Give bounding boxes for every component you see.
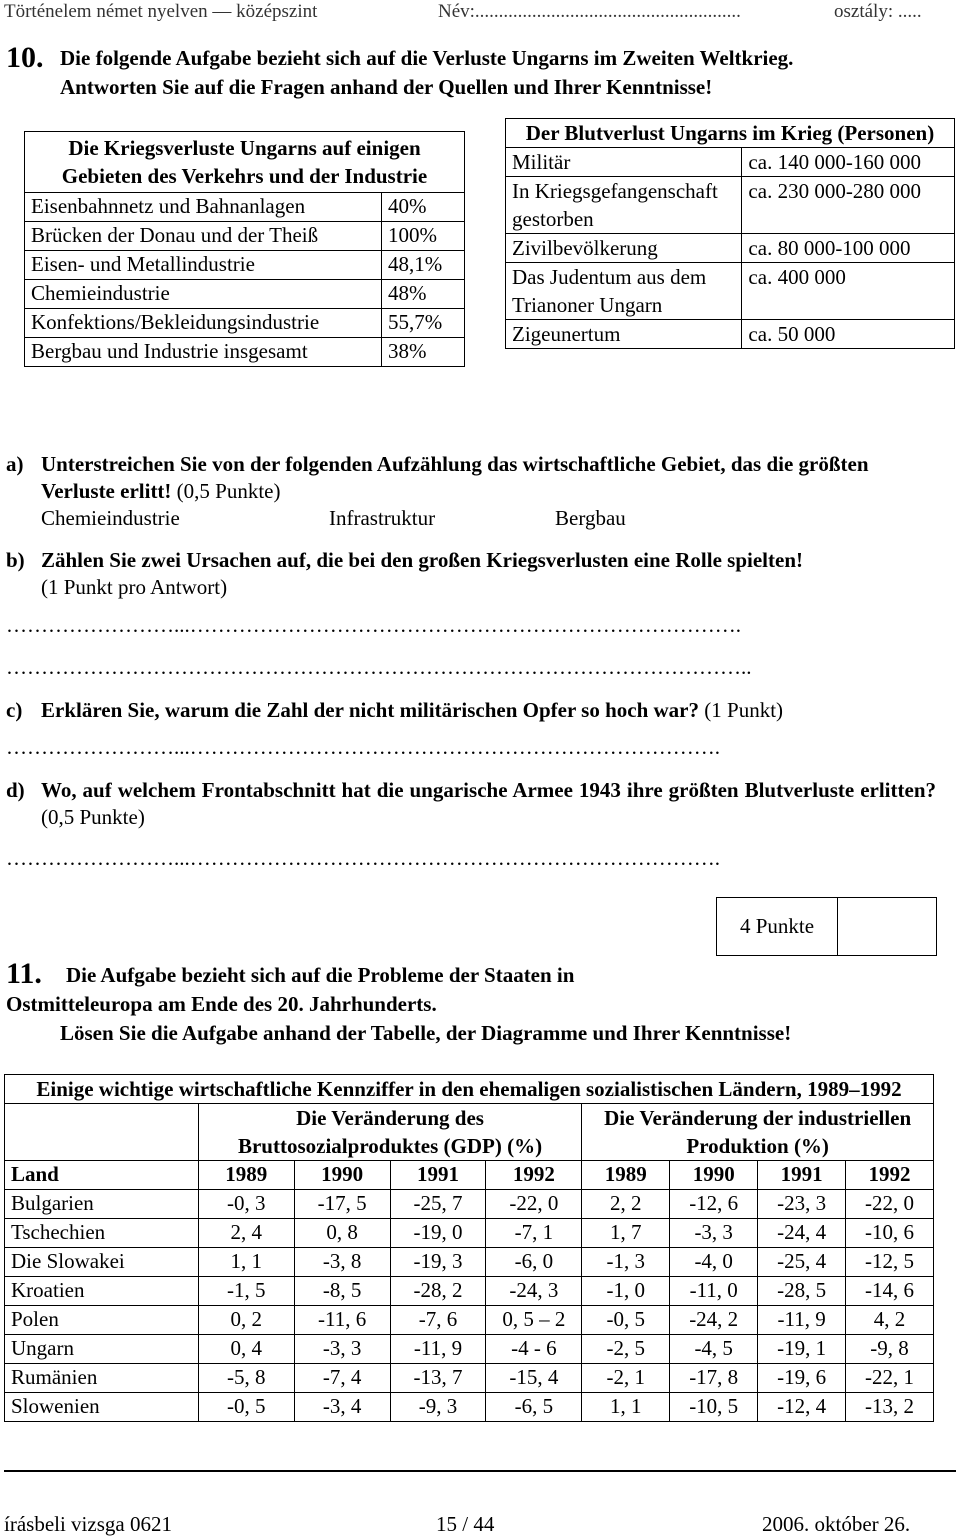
- table-row: [25, 193, 465, 222]
- value-cell: -22, 0: [486, 1190, 582, 1219]
- value-cell: -12, 4: [758, 1393, 846, 1422]
- points-box: [716, 897, 937, 956]
- country-cell: Rumänien: [5, 1364, 199, 1393]
- cell-value: 55,7%: [382, 309, 465, 338]
- table-row: [506, 177, 955, 234]
- table-row: [5, 1219, 934, 1248]
- value-cell: -2, 5: [582, 1335, 670, 1364]
- answer-line[interactable]: ……………………...………………………………………………………………….: [6, 846, 720, 870]
- question-label: d): [6, 778, 25, 802]
- option-bergbau[interactable]: Bergbau: [555, 506, 626, 530]
- cell-value: 48%: [382, 280, 465, 309]
- cell-label: Konfektions/Bekleidungsindustrie: [25, 309, 382, 338]
- country-cell: Ungarn: [5, 1335, 199, 1364]
- question-points: (0,5 Punkte): [176, 479, 281, 503]
- question-a: [6, 451, 936, 533]
- value-cell: 0, 4: [198, 1335, 294, 1364]
- value-cell: -24, 3: [486, 1277, 582, 1306]
- year-header-row: [5, 1161, 934, 1190]
- question-b: [6, 547, 936, 681]
- value-cell: 1, 7: [582, 1219, 670, 1248]
- header-class-field: osztály: .....: [834, 1, 922, 22]
- task-intro-line1: Die Aufgabe bezieht sich auf die Probleme der Staaten in: [66, 963, 575, 987]
- value-cell: -19, 1: [758, 1335, 846, 1364]
- column-header-year: 1989: [582, 1161, 670, 1190]
- footer-divider: [4, 1470, 956, 1472]
- table-row: [506, 148, 955, 177]
- value-cell: -19, 3: [390, 1248, 486, 1277]
- table-row: [25, 222, 465, 251]
- war-losses-table: [24, 131, 465, 367]
- question-label: b): [6, 548, 25, 572]
- value-cell: 2, 2: [582, 1190, 670, 1219]
- question-text: Unterstreichen Sie von der folgenden Aufzählung das wirtschaftliche Gebiet, das die größten Verluste erlitt!: [41, 452, 869, 503]
- column-header-year: 1991: [758, 1161, 846, 1190]
- value-cell: -10, 5: [670, 1393, 758, 1422]
- value-cell: -3, 3: [670, 1219, 758, 1248]
- economic-indicators-table: [4, 1074, 934, 1422]
- task-intro-line1: Die folgende Aufgabe bezieht sich auf die Verluste Ungarns im Zweiten Weltkrieg.: [60, 46, 794, 70]
- country-cell: Bulgarien: [5, 1190, 199, 1219]
- value-cell: -4, 0: [670, 1248, 758, 1277]
- table-row: [5, 1364, 934, 1393]
- cell-value: ca. 140 000-160 000: [742, 148, 955, 177]
- value-cell: -1, 3: [582, 1248, 670, 1277]
- blood-loss-table: [505, 118, 955, 349]
- value-cell: -11, 0: [670, 1277, 758, 1306]
- cell-value: ca. 400 000: [742, 263, 955, 320]
- value-cell: -24, 2: [670, 1306, 758, 1335]
- value-cell: -8, 5: [294, 1277, 390, 1306]
- value-cell: -17, 8: [670, 1364, 758, 1393]
- footer-exam-code: írásbeli vizsga 0621: [4, 1512, 172, 1536]
- value-cell: -4 - 6: [486, 1335, 582, 1364]
- value-cell: -14, 6: [846, 1277, 934, 1306]
- table-row: [506, 263, 955, 320]
- value-cell: -19, 0: [390, 1219, 486, 1248]
- cell-value: 48,1%: [382, 251, 465, 280]
- value-cell: -12, 6: [670, 1190, 758, 1219]
- column-header-year: 1992: [846, 1161, 934, 1190]
- cell-label: In Kriegsgefangenschaft gestorben: [506, 177, 742, 234]
- question-points: (1 Punkt pro Antwort): [41, 575, 228, 599]
- answer-line[interactable]: ……………………………………………………………………………………………..: [6, 655, 752, 679]
- table-row: [5, 1277, 934, 1306]
- value-cell: 1, 1: [582, 1393, 670, 1422]
- value-cell: -15, 4: [486, 1364, 582, 1393]
- column-header-year: 1990: [670, 1161, 758, 1190]
- column-header-year: 1989: [198, 1161, 294, 1190]
- value-cell: -11, 9: [390, 1335, 486, 1364]
- value-cell: -11, 9: [758, 1306, 846, 1335]
- value-cell: -23, 3: [758, 1190, 846, 1219]
- value-cell: 4, 2: [846, 1306, 934, 1335]
- value-cell: -13, 7: [390, 1364, 486, 1393]
- value-cell: -28, 2: [390, 1277, 486, 1306]
- question-text: Wo, auf welchem Frontabschnitt hat die ungarische Armee 1943 ihre größten Blutverluste erlitten?: [41, 778, 936, 802]
- question-d: [6, 777, 936, 872]
- value-cell: -7, 4: [294, 1364, 390, 1393]
- table-row: [25, 280, 465, 309]
- table-row: [25, 251, 465, 280]
- answer-line[interactable]: ……………………...…………………………………………………………………….: [6, 613, 741, 637]
- value-cell: 0, 5 – 2: [486, 1306, 582, 1335]
- value-cell: -12, 5: [846, 1248, 934, 1277]
- column-header-year: 1990: [294, 1161, 390, 1190]
- column-header-land: Land: [5, 1161, 199, 1190]
- value-cell: -2, 1: [582, 1364, 670, 1393]
- task-intro: [60, 44, 940, 102]
- cell-label: Militär: [506, 148, 742, 177]
- table-row: [25, 338, 465, 367]
- value-cell: 2, 4: [198, 1219, 294, 1248]
- group-header-industry: Die Veränderung der industriellen Produktion (%): [582, 1104, 934, 1161]
- cell-label: Das Judentum aus dem Trianoner Ungarn: [506, 263, 742, 320]
- value-cell: -6, 0: [486, 1248, 582, 1277]
- value-cell: -25, 4: [758, 1248, 846, 1277]
- option-infrastruktur[interactable]: Infrastruktur: [329, 506, 436, 530]
- points-label: 4 Punkte: [717, 898, 838, 955]
- question-text: Zählen Sie zwei Ursachen auf, die bei den großen Kriegsverlusten eine Rolle spielten!: [41, 548, 803, 572]
- group-header-gdp: Die Veränderung des Bruttosozialproduktes (GDP) (%): [198, 1104, 582, 1161]
- value-cell: -5, 8: [198, 1364, 294, 1393]
- score-field[interactable]: [838, 898, 936, 955]
- table-row: [25, 309, 465, 338]
- column-header-year: 1991: [390, 1161, 486, 1190]
- country-cell: Kroatien: [5, 1277, 199, 1306]
- value-cell: -1, 0: [582, 1277, 670, 1306]
- answer-line[interactable]: ……………………...………………………………………………………………….: [6, 735, 720, 759]
- cell-value: 100%: [382, 222, 465, 251]
- table-caption: Der Blutverlust Ungarns im Krieg (Personen): [506, 119, 955, 148]
- value-cell: -22, 0: [846, 1190, 934, 1219]
- value-cell: -19, 6: [758, 1364, 846, 1393]
- table-caption: Einige wichtige wirtschaftliche Kennziffer in den ehemaligen sozialistischen Ländern, 1989–1992: [5, 1075, 934, 1104]
- question-label: c): [6, 698, 23, 722]
- country-cell: Polen: [5, 1306, 199, 1335]
- value-cell: -9, 8: [846, 1335, 934, 1364]
- cell-value: 38%: [382, 338, 465, 367]
- value-cell: 0, 8: [294, 1219, 390, 1248]
- cell-value: ca. 230 000-280 000: [742, 177, 955, 234]
- header-name-field: Név:........................................................: [438, 1, 741, 22]
- task-number: 11.: [6, 957, 42, 990]
- value-cell: -17, 5: [294, 1190, 390, 1219]
- value-cell: -11, 6: [294, 1306, 390, 1335]
- header-subject: Történelem német nyelven — középszint: [4, 1, 318, 22]
- value-cell: -24, 4: [758, 1219, 846, 1248]
- value-cell: -28, 5: [758, 1277, 846, 1306]
- value-cell: -3, 4: [294, 1393, 390, 1422]
- value-cell: -10, 6: [846, 1219, 934, 1248]
- value-cell: -22, 1: [846, 1364, 934, 1393]
- cell-label: Bergbau und Industrie insgesamt: [25, 338, 382, 367]
- value-cell: -0, 5: [582, 1306, 670, 1335]
- cell-value: 40%: [382, 193, 465, 222]
- table-row: [5, 1306, 934, 1335]
- value-cell: 1, 1: [198, 1248, 294, 1277]
- question-label: a): [6, 452, 24, 476]
- value-cell: -7, 6: [390, 1306, 486, 1335]
- value-cell: -9, 3: [390, 1393, 486, 1422]
- page-header: [4, 0, 954, 30]
- footer-page-number: 15 / 44: [436, 1512, 495, 1536]
- table-row: [506, 234, 955, 263]
- cell-label: Eisen- und Metallindustrie: [25, 251, 382, 280]
- cell-label: Zigeunertum: [506, 320, 742, 349]
- cell-label: Eisenbahnnetz und Bahnanlagen: [25, 193, 382, 222]
- value-cell: -13, 2: [846, 1393, 934, 1422]
- table-caption: Die Kriegsverluste Ungarns auf einigen Gebieten des Verkehrs und der Industrie: [25, 132, 465, 193]
- value-cell: -4, 5: [670, 1335, 758, 1364]
- question-points: (0,5 Punkte): [41, 805, 145, 829]
- country-cell: Die Slowakei: [5, 1248, 199, 1277]
- value-cell: -3, 8: [294, 1248, 390, 1277]
- value-cell: -1, 5: [198, 1277, 294, 1306]
- value-cell: -6, 5: [486, 1393, 582, 1422]
- value-cell: 0, 2: [198, 1306, 294, 1335]
- cell-label: Brücken der Donau und der Theiß: [25, 222, 382, 251]
- column-header-year: 1992: [486, 1161, 582, 1190]
- cell-label: Zivilbevölkerung: [506, 234, 742, 263]
- value-cell: -7, 1: [486, 1219, 582, 1248]
- table-row: [5, 1335, 934, 1364]
- task-intro-line3: Lösen Sie die Aufgabe anhand der Tabelle, der Diagramme und Ihrer Kenntnisse!: [60, 1021, 792, 1045]
- question-c: [6, 697, 936, 761]
- footer-date: 2006. október 26.: [762, 1512, 911, 1536]
- table-row: [5, 1248, 934, 1277]
- value-cell: -0, 3: [198, 1190, 294, 1219]
- task-intro-line2: Antworten Sie auf die Fragen anhand der Quellen und Ihrer Kenntnisse!: [60, 75, 713, 99]
- question-text: Erklären Sie, warum die Zahl der nicht militärischen Opfer so hoch war?: [41, 698, 700, 722]
- value-cell: -0, 5: [198, 1393, 294, 1422]
- empty-header-cell: [5, 1104, 199, 1161]
- cell-value: ca. 80 000-100 000: [742, 234, 955, 263]
- cell-value: ca. 50 000: [742, 320, 955, 349]
- country-cell: Slowenien: [5, 1393, 199, 1422]
- task-number: 10.: [6, 41, 44, 74]
- value-cell: -25, 7: [390, 1190, 486, 1219]
- table-row: [5, 1190, 934, 1219]
- country-cell: Tschechien: [5, 1219, 199, 1248]
- option-chemieindustrie[interactable]: Chemieindustrie: [41, 506, 180, 530]
- value-cell: -3, 3: [294, 1335, 390, 1364]
- cell-label: Chemieindustrie: [25, 280, 382, 309]
- table-row: [5, 1393, 934, 1422]
- table-row: [506, 320, 955, 349]
- question-points: (1 Punkt): [704, 698, 784, 722]
- task-intro-line2: Ostmitteleuropa am Ende des 20. Jahrhunderts.: [6, 992, 437, 1016]
